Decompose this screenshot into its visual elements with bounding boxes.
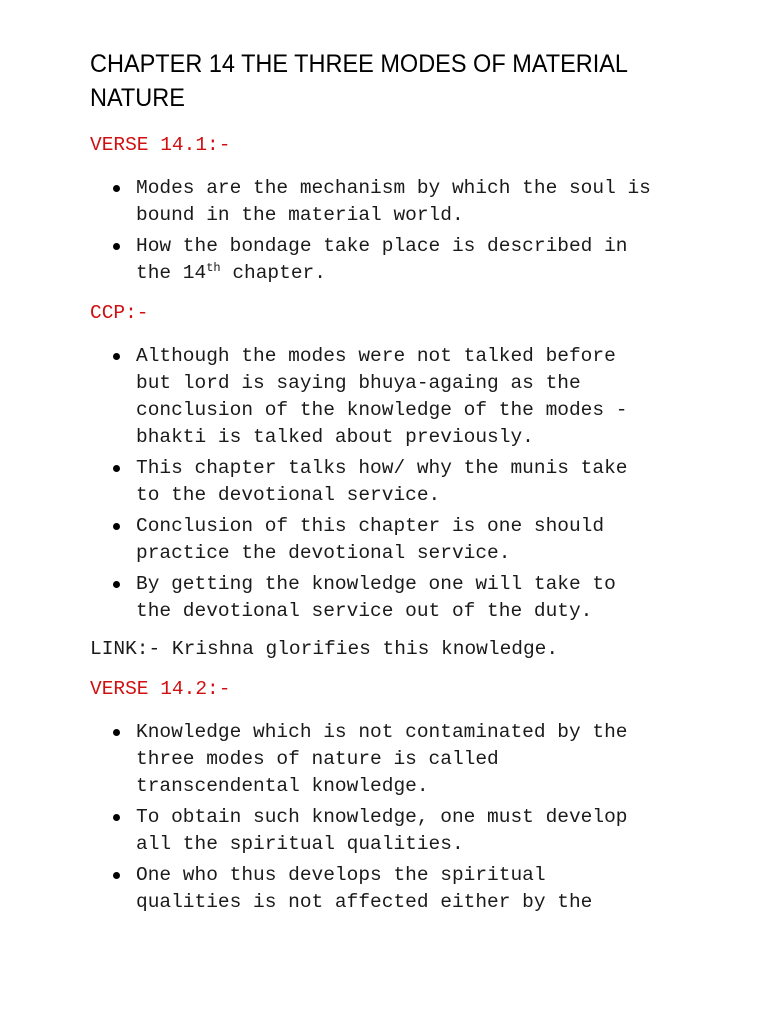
list-item-text: Conclusion of this chapter is one should practice the devotional service.	[136, 515, 605, 564]
list-item	[90, 513, 690, 567]
bullet-list-verse-14-2	[90, 719, 690, 920]
list-item-text: By getting the knowledge one will take to the devotional service out of the duty.	[136, 573, 616, 622]
list-item-text: Modes are the mechanism by which the soul is bound in the material world.	[136, 177, 651, 226]
bullet-icon	[113, 814, 120, 821]
ordinal-superscript: th	[206, 261, 221, 275]
bullet-icon	[113, 872, 120, 879]
list-item-text: How the bondage take place is described in the 14	[136, 235, 628, 284]
bullet-icon	[113, 729, 120, 736]
bullet-list-ccp	[90, 343, 690, 629]
list-item	[90, 571, 690, 625]
section-heading-verse-14-2: VERSE 14.2:-	[90, 678, 231, 700]
list-item	[90, 804, 690, 858]
bullet-icon	[113, 353, 120, 360]
bullet-list-verse-14-1	[90, 175, 690, 291]
section-heading-ccp: CCP:-	[90, 302, 149, 324]
list-item	[90, 175, 690, 229]
section-heading-verse-14-1: VERSE 14.1:-	[90, 134, 231, 156]
list-item-text-suffix: chapter.	[220, 262, 326, 284]
list-item	[90, 862, 690, 916]
bullet-icon	[113, 465, 120, 472]
list-item	[90, 343, 690, 451]
list-item-text: Knowledge which is not contaminated by the three modes of nature is called transcendental knowledge.	[136, 721, 628, 797]
list-item-text: To obtain such knowledge, one must develop all the spiritual qualities.	[136, 806, 628, 855]
bullet-icon	[113, 185, 120, 192]
list-item-text: One who thus develops the spiritual qualities is not affected either by the	[136, 864, 593, 913]
bullet-icon	[113, 523, 120, 530]
list-item	[90, 233, 690, 287]
list-item	[90, 455, 690, 509]
link-line: LINK:- Krishna glorifies this knowledge.	[90, 638, 559, 660]
bullet-icon	[113, 581, 120, 588]
list-item	[90, 719, 690, 800]
list-item-text: This chapter talks how/ why the munis take to the devotional service.	[136, 457, 628, 506]
bullet-icon	[113, 243, 120, 250]
chapter-title: CHAPTER 14 THE THREE MODES OF MATERIAL NATURE	[90, 50, 628, 112]
list-item-text: Although the modes were not talked before but lord is saying bhuya-againg as the conclusion of the knowledge of the modes - bhakti is talked about previously.	[136, 345, 628, 448]
